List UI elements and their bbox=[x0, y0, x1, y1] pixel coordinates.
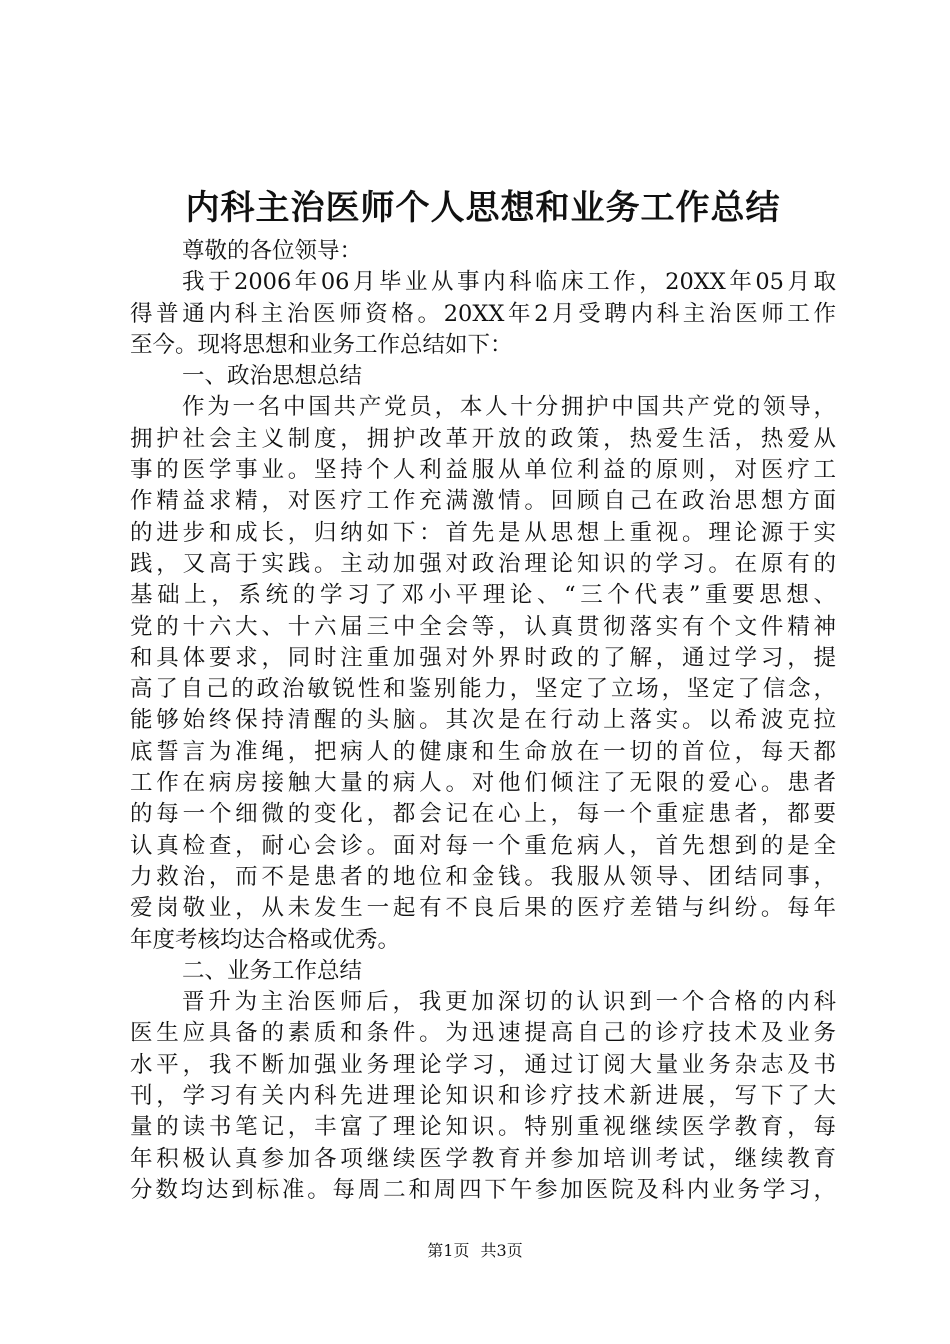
paragraph-line: 认真检查，耐心会诊。面对每一个重危病人，首先想到的是全 bbox=[130, 832, 836, 859]
paragraph-line: 水平，我不断加强业务理论学习，通过订阅大量业务杂志及书 bbox=[130, 1051, 836, 1078]
salutation-line: 尊敬的各位领导： bbox=[182, 238, 363, 264]
paragraph-line: 至今。现将思想和业务工作总结如下： bbox=[130, 331, 513, 358]
section-heading: 二、业务工作总结 bbox=[182, 957, 363, 984]
paragraph-line: 高了自己的政治敏锐性和鉴别能力，坚定了立场，坚定了信念， bbox=[130, 676, 836, 703]
paragraph-line: 作精益求精，对医疗工作充满激情。回顾自己在政治思想方面 bbox=[130, 488, 836, 515]
paragraph-line: 践，又高于实践。主动加强对政治理论知识的学习。在原有的 bbox=[130, 550, 836, 577]
paragraph-line: 能够始终保持清醒的头脑。其次是在行动上落实。以希波克拉 bbox=[130, 707, 836, 734]
paragraph-line: 党的十六大、十六届三中全会等，认真贯彻落实有个文件精神 bbox=[130, 613, 836, 640]
paragraph-line: 事的医学事业。坚持个人利益服从单位利益的原则，对医疗工 bbox=[130, 457, 836, 484]
paragraph-line: 医生应具备的素质和条件。为迅速提高自己的诊疗技术及业务 bbox=[130, 1020, 836, 1047]
paragraph-line: 我于2006年06月毕业从事内科临床工作，20XX年05月取 bbox=[182, 269, 836, 296]
paragraph-line: 爱岗敬业，从未发生一起有不良后果的医疗差错与纠纷。每年 bbox=[130, 895, 836, 922]
page-number: 第1页 bbox=[427, 1241, 470, 1260]
paragraph-line: 分数均达到标准。每周二和周四下午参加医院及科内业务学习， bbox=[130, 1176, 836, 1203]
paragraph-line: 底誓言为准绳，把病人的健康和生命放在一切的首位，每天都 bbox=[130, 738, 836, 765]
paragraph-line: 年积极认真参加各项继续医学教育并参加培训考试，继续教育 bbox=[130, 1145, 836, 1172]
paragraph-line: 刊，学习有关内科先进理论知识和诊疗技术新进展，写下了大 bbox=[130, 1083, 836, 1110]
paragraph-line: 力救治，而不是患者的地位和金钱。我服从领导、团结同事， bbox=[130, 863, 836, 890]
paragraph-line: 量的读书笔记，丰富了理论知识。特别重视继续医学教育，每 bbox=[130, 1114, 836, 1141]
paragraph-line: 基础上，系统的学习了邓小平理论、“三个代表”重要思想、 bbox=[130, 582, 836, 609]
document-title: 内科主治医师个人思想和业务工作总结 bbox=[185, 188, 781, 228]
paragraph-line: 拥护社会主义制度，拥护改革开放的政策，热爱生活，热爱从 bbox=[130, 425, 836, 452]
paragraph-line: 和具体要求，同时注重加强对外界时政的了解，通过学习，提 bbox=[130, 644, 836, 671]
paragraph-line: 的每一个细微的变化，都会记在心上，每一个重症患者，都要 bbox=[130, 801, 836, 828]
paragraph-line: 工作在病房接触大量的病人。对他们倾注了无限的爱心。患者 bbox=[130, 770, 836, 797]
paragraph-line: 年度考核均达合格或优秀。 bbox=[130, 926, 401, 953]
paragraph-line: 的进步和成长，归纳如下：首先是从思想上重视。理论源于实 bbox=[130, 519, 836, 546]
page-total: 共3页 bbox=[480, 1241, 523, 1260]
document-body bbox=[130, 236, 836, 1206]
page-footer bbox=[0, 1240, 950, 1262]
paragraph-line: 作为一名中国共产党员，本人十分拥护中国共产党的领导， bbox=[182, 394, 836, 421]
paragraph-line: 晋升为主治医师后，我更加深切的认识到一个合格的内科 bbox=[182, 989, 836, 1016]
section-heading: 一、政治思想总结 bbox=[182, 363, 363, 390]
paragraph-line: 得普通内科主治医师资格。20XX年2月受聘内科主治医师工作 bbox=[130, 300, 836, 327]
